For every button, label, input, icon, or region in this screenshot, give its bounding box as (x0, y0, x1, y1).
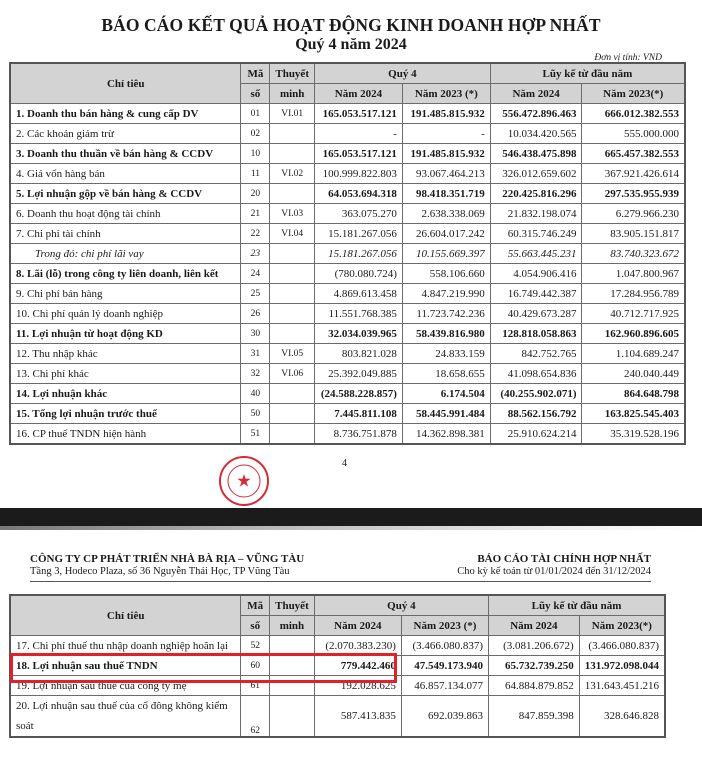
row-code: 10 (241, 144, 270, 164)
q4-2023-value: 46.857.134.077 (401, 676, 488, 696)
ytd-2023-value: 35.319.528.196 (582, 424, 685, 445)
q4-2023-value: 10.155.669.397 (402, 244, 490, 264)
row-code: 30 (241, 324, 270, 344)
row-code: 24 (241, 264, 270, 284)
q4-2024-value: 587.413.835 (314, 696, 401, 738)
q4-2023-value: 58.439.816.980 (402, 324, 490, 344)
q4-2024-value: - (314, 124, 402, 144)
row-note: VI.04 (270, 224, 315, 244)
header-note: Thuyết (270, 63, 315, 84)
ytd-2024-value: 60.315.746.249 (490, 224, 582, 244)
table-row (10, 144, 685, 164)
table-row (10, 124, 685, 144)
q4-2023-value: 93.067.464.213 (402, 164, 490, 184)
q4-2023-value: 47.549.173.940 (401, 656, 488, 676)
row-code: 20 (241, 184, 270, 204)
ytd-2024-value: 65.732.739.250 (489, 656, 580, 676)
row-label: 19. Lợi nhuận sau thuế của công ty mẹ (10, 676, 241, 696)
row-note (270, 144, 315, 164)
table-body-page1 (10, 104, 685, 445)
ytd-2024-value: 326.012.659.602 (490, 164, 582, 184)
q4-2023-value: 6.174.504 (402, 384, 490, 404)
row-note: VI.03 (270, 204, 315, 224)
header-code-2: số (241, 84, 270, 104)
q4-2024-value: (24.588.228.857) (314, 384, 402, 404)
q4-2024-value: 100.999.822.803 (314, 164, 402, 184)
table-row (10, 364, 685, 384)
row-label: 13. Chi phí khác (10, 364, 241, 384)
q4-2024-value: 363.075.270 (314, 204, 402, 224)
row-note (270, 424, 315, 445)
row-label: 18. Lợi nhuận sau thuế TNDN (10, 656, 241, 676)
table-row (10, 424, 685, 445)
ytd-2024-value: 88.562.156.792 (490, 404, 582, 424)
ytd-2023-value: 17.284.956.789 (582, 284, 685, 304)
accounting-period: Cho kỳ kế toán từ 01/01/2024 đến 31/12/2024 (457, 566, 651, 577)
financial-report-title: BÁO CÁO TÀI CHÍNH HỢP NHẤT (477, 553, 651, 565)
ytd-2024-value: 546.438.475.898 (490, 144, 582, 164)
row-label: 20. Lợi nhuận sau thuế của cổ đông không kiểm soát (10, 696, 241, 738)
header-q4-2024: Năm 2024 (314, 84, 402, 104)
company-name: CÔNG TY CP PHÁT TRIỂN NHÀ BÀ RỊA – VŨNG TÀU (30, 553, 305, 565)
table-row (10, 104, 685, 124)
table-row (10, 384, 685, 404)
row-code: 62 (241, 696, 270, 738)
header-code: Mã (241, 595, 270, 616)
ytd-2023-value: 131.972.098.044 (579, 656, 665, 676)
row-code: 40 (241, 384, 270, 404)
row-note: VI.01 (270, 104, 315, 124)
header-quarter: Quý 4 (314, 595, 488, 616)
ytd-2023-value: 1.104.689.247 (582, 344, 685, 364)
q4-2023-value: 558.106.660 (402, 264, 490, 284)
q4-2023-value: - (402, 124, 490, 144)
ytd-2024-value: 25.910.624.214 (490, 424, 582, 445)
ytd-2024-value: 842.752.765 (490, 344, 582, 364)
q4-2023-value: 98.418.351.719 (402, 184, 490, 204)
page-break-divider (0, 508, 702, 526)
row-label: 14. Lợi nhuận khác (10, 384, 241, 404)
row-label: 10. Chi phí quản lý doanh nghiệp (10, 304, 241, 324)
table-row (10, 264, 685, 284)
row-label: 9. Chi phí bán hàng (10, 284, 241, 304)
ytd-2023-value: 555.000.000 (582, 124, 685, 144)
q4-2024-value: 8.736.751.878 (314, 424, 402, 445)
table-row (10, 244, 685, 264)
row-code: 61 (241, 676, 270, 696)
ytd-2023-value: 83.905.151.817 (582, 224, 685, 244)
row-note (270, 244, 315, 264)
row-label: 7. Chi phí tài chính (10, 224, 241, 244)
ytd-2023-value: 864.648.798 (582, 384, 685, 404)
row-code: 22 (241, 224, 270, 244)
ytd-2024-value: 556.472.896.463 (490, 104, 582, 124)
ytd-2023-value: 83.740.323.672 (582, 244, 685, 264)
row-code: 52 (241, 636, 270, 656)
income-statement-table-page1 (9, 62, 686, 445)
row-label: 3. Doanh thu thuần về bán hàng & CCDV (10, 144, 241, 164)
q4-2023-value: 24.833.159 (402, 344, 490, 364)
ytd-2024-value: (3.081.206.672) (489, 636, 580, 656)
q4-2023-value: 14.362.898.381 (402, 424, 490, 445)
q4-2024-value: 165.053.517.121 (314, 104, 402, 124)
row-label: 5. Lợi nhuận gộp về bán hàng & CCDV (10, 184, 241, 204)
row-label: Trong đó: chi phí lãi vay (10, 244, 241, 264)
table-row (10, 404, 685, 424)
company-seal (218, 455, 270, 507)
ytd-2023-value: 367.921.426.614 (582, 164, 685, 184)
row-code: 26 (241, 304, 270, 324)
row-label: 4. Giá vốn hàng bán (10, 164, 241, 184)
q4-2023-value: 4.847.219.990 (402, 284, 490, 304)
header-code: Mã (241, 63, 270, 84)
q4-2024-value: 25.392.049.885 (314, 364, 402, 384)
row-code: 02 (241, 124, 270, 144)
q4-2023-value: 58.445.991.484 (402, 404, 490, 424)
q4-2024-value: 7.445.811.108 (314, 404, 402, 424)
table-row (10, 324, 685, 344)
row-code: 25 (241, 284, 270, 304)
q4-2024-value: 64.053.694.318 (314, 184, 402, 204)
header-rule (30, 581, 651, 582)
row-code: 21 (241, 204, 270, 224)
row-note (270, 404, 315, 424)
header-ytd: Lũy kế từ đầu năm (490, 63, 685, 84)
q4-2024-value: 15.181.267.056 (314, 244, 402, 264)
table-row (10, 304, 685, 324)
q4-2024-value: 11.551.768.385 (314, 304, 402, 324)
page-number: 4 (342, 458, 347, 469)
q4-2023-value: (3.466.080.837) (401, 636, 488, 656)
header-code-2: số (241, 616, 270, 636)
seal-star-icon (237, 474, 250, 487)
row-label: 17. Chi phí thuế thu nhập doanh nghiệp hoãn lại (10, 636, 241, 656)
row-label: 15. Tổng lợi nhuận trước thuế (10, 404, 241, 424)
row-note (270, 384, 315, 404)
row-label: 12. Thu nhập khác (10, 344, 241, 364)
q4-2023-value: 191.485.815.932 (402, 104, 490, 124)
q4-2023-value: 692.039.863 (401, 696, 488, 738)
row-code: 11 (241, 164, 270, 184)
row-note (270, 124, 315, 144)
table-row (10, 696, 665, 738)
row-code: 51 (241, 424, 270, 445)
ytd-2023-value: 297.535.955.939 (582, 184, 685, 204)
header-quarter: Quý 4 (314, 63, 490, 84)
table-row (10, 184, 685, 204)
ytd-2024-value: 10.034.420.565 (490, 124, 582, 144)
q4-2024-value: 165.053.517.121 (314, 144, 402, 164)
table-row (10, 224, 685, 244)
company-address: Tầng 3, Hodeco Plaza, số 36 Nguyễn Thái Học, TP Vũng Tàu (30, 566, 290, 577)
row-note: VI.06 (270, 364, 315, 384)
page-break-shadow (0, 526, 702, 530)
q4-2024-value: 779.442.460 (314, 656, 401, 676)
row-label: 16. CP thuế TNDN hiện hành (10, 424, 241, 445)
ytd-2023-value: 40.712.717.925 (582, 304, 685, 324)
row-code: 31 (241, 344, 270, 364)
row-label: 11. Lợi nhuận từ hoạt động KD (10, 324, 241, 344)
row-label: 2. Các khoản giảm trừ (10, 124, 241, 144)
row-label: 8. Lãi (lỗ) trong công ty liên doanh, liên kết (10, 264, 241, 284)
row-note: VI.02 (270, 164, 315, 184)
row-code: 23 (241, 244, 270, 264)
q4-2024-value: 803.821.028 (314, 344, 402, 364)
currency-unit: Đơn vị tính: VND (594, 53, 662, 63)
report-subtitle: Quý 4 năm 2024 (295, 36, 407, 53)
q4-2024-value: 15.181.267.056 (314, 224, 402, 244)
ytd-2024-value: 21.832.198.074 (490, 204, 582, 224)
ytd-2024-value: 220.425.816.296 (490, 184, 582, 204)
header-ytd: Lũy kế từ đầu năm (489, 595, 665, 616)
header-indicator: Chỉ tiêu (10, 63, 241, 104)
q4-2023-value: 26.604.017.242 (402, 224, 490, 244)
ytd-2023-value: 1.047.800.967 (582, 264, 685, 284)
q4-2024-value: 4.869.613.458 (314, 284, 402, 304)
ytd-2023-value: 162.960.896.605 (582, 324, 685, 344)
q4-2024-value: 192.028.625 (314, 676, 401, 696)
header-note: Thuyết (270, 595, 315, 616)
row-code: 01 (241, 104, 270, 124)
q4-2023-value: 191.485.815.932 (402, 144, 490, 164)
ytd-2023-value: 665.457.382.553 (582, 144, 685, 164)
row-note: VI.05 (270, 344, 315, 364)
header-q4-2024: Năm 2024 (314, 616, 401, 636)
header-indicator: Chỉ tiêu (10, 595, 241, 636)
table-row (10, 284, 685, 304)
row-note (270, 184, 315, 204)
ytd-2023-value: (3.466.080.837) (579, 636, 665, 656)
header-ytd-2024: Năm 2024 (490, 84, 582, 104)
ytd-2024-value: 64.884.879.852 (489, 676, 580, 696)
q4-2024-value: 32.034.039.965 (314, 324, 402, 344)
header-q4-2023: Năm 2023 (*) (402, 84, 490, 104)
highlight-box-net-profit (10, 653, 397, 683)
row-label: 6. Doanh thu hoạt động tài chính (10, 204, 241, 224)
row-code: 60 (241, 656, 270, 676)
q4-2024-value: (780.080.724) (314, 264, 402, 284)
ytd-2023-value: 163.825.545.403 (582, 404, 685, 424)
row-note (270, 264, 315, 284)
ytd-2023-value: 131.643.451.216 (579, 676, 665, 696)
q4-2024-value: (2.070.383.230) (314, 636, 401, 656)
q4-2023-value: 18.658.655 (402, 364, 490, 384)
row-note (270, 304, 315, 324)
header-ytd-2024: Năm 2024 (489, 616, 580, 636)
q4-2023-value: 2.638.338.069 (402, 204, 490, 224)
q4-2023-value: 11.723.742.236 (402, 304, 490, 324)
header-ytd-2023: Năm 2023(*) (579, 616, 665, 636)
report-title: BÁO CÁO KẾT QUẢ HOẠT ĐỘNG KINH DOANH HỢP NHẤT (101, 15, 601, 35)
ytd-2023-value: 328.646.828 (579, 696, 665, 738)
ytd-2023-value: 6.279.966.230 (582, 204, 685, 224)
row-note (270, 324, 315, 344)
ytd-2024-value: 41.098.654.836 (490, 364, 582, 384)
header-q4-2023: Năm 2023 (*) (401, 616, 488, 636)
header-ytd-2023: Năm 2023(*) (582, 84, 685, 104)
header-note-2: minh (270, 616, 315, 636)
ytd-2024-value: 55.663.445.231 (490, 244, 582, 264)
ytd-2024-value: 40.429.673.287 (490, 304, 582, 324)
row-code: 50 (241, 404, 270, 424)
ytd-2024-value: 128.818.058.863 (490, 324, 582, 344)
ytd-2024-value: 847.859.398 (489, 696, 580, 738)
row-label: 1. Doanh thu bán hàng & cung cấp DV (10, 104, 241, 124)
ytd-2024-value: (40.255.902.071) (490, 384, 582, 404)
table-row (10, 204, 685, 224)
table-row (10, 344, 685, 364)
ytd-2024-value: 16.749.442.387 (490, 284, 582, 304)
row-note (270, 284, 315, 304)
table-body-page2 (10, 636, 665, 738)
ytd-2023-value: 240.040.449 (582, 364, 685, 384)
ytd-2024-value: 4.054.906.416 (490, 264, 582, 284)
row-code: 32 (241, 364, 270, 384)
ytd-2023-value: 666.012.382.553 (582, 104, 685, 124)
row-note (270, 696, 315, 738)
header-note-2: minh (270, 84, 315, 104)
table-row (10, 164, 685, 184)
